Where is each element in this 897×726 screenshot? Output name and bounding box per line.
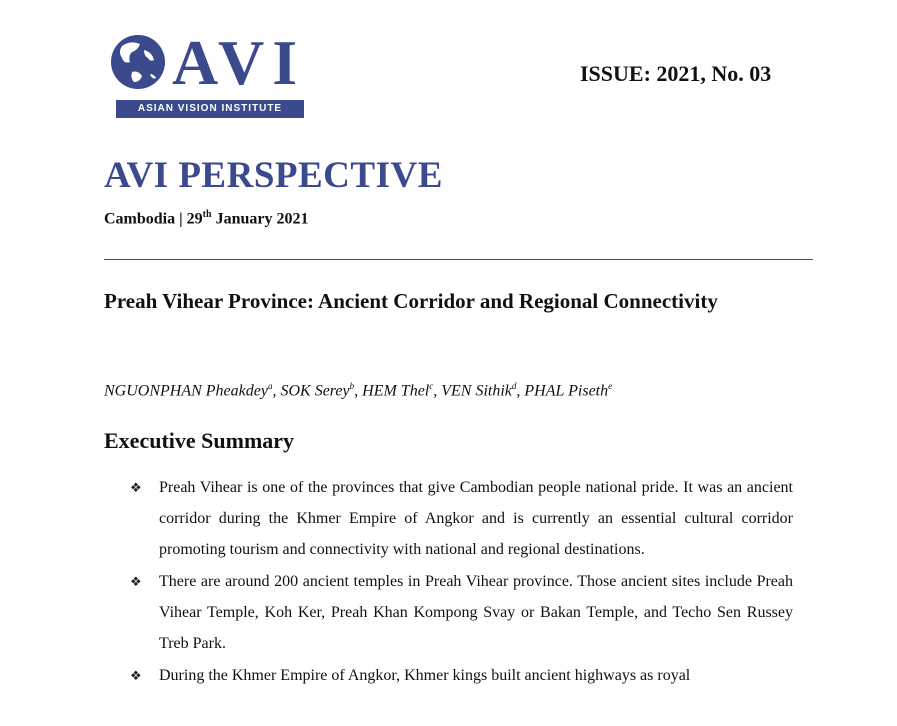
series-title: AVI PERSPECTIVE	[104, 155, 443, 196]
author-name: PHAL Piseth	[524, 382, 609, 400]
dateline-date: January 2021	[211, 210, 309, 228]
section-heading: Executive Summary	[104, 428, 295, 453]
dateline-place: Cambodia | 29	[104, 210, 203, 228]
logo-tagline: ASIAN VISION INSTITUTE	[116, 100, 304, 118]
list-item-text: During the Khmer Empire of Angkor, Khmer kings built ancient highways as royal	[159, 667, 691, 684]
author-affiliation: d	[511, 381, 517, 391]
author-list: NGUONPHAN Pheakdey$^a$, SOK Serey$^b$, HEM Thel$^c$, VEN Sithik$^d$, PHAL Piseth$^e$	[104, 381, 613, 400]
summary-list	[130, 472, 793, 692]
article-title: Preah Vihear Province: Ancient Corridor and Regional Connectivity	[104, 289, 718, 313]
logo-wordmark: AVI	[172, 27, 306, 98]
avi-logo	[110, 27, 310, 124]
dateline-ordinal: th	[202, 209, 212, 220]
diamond-bullet-icon: ❖	[130, 480, 142, 495]
list-item-text: Preah Vihear is one of the provinces that give Cambodian people national pride. It was an ancient corridor during the Khmer Empire of Angkor and is currently an essential cultural corridor promoting tourism and connectivity with national and regional destinations.	[159, 479, 793, 558]
diamond-bullet-icon: ❖	[130, 668, 142, 683]
author-name: NGUONPHAN Pheakdey	[104, 382, 268, 400]
author-name: HEM Thel	[362, 382, 430, 400]
author-affiliation: e	[608, 381, 613, 391]
author-affiliation: a	[267, 381, 273, 391]
list-item	[130, 472, 793, 565]
author-name: VEN Sithik	[441, 382, 512, 400]
dateline	[104, 209, 308, 228]
diamond-bullet-icon: ❖	[130, 574, 142, 589]
issue-number: ISSUE: 2021, No. 03	[580, 61, 772, 86]
author-affiliation: c	[429, 381, 434, 391]
author-name: SOK Serey	[280, 382, 350, 400]
author-affiliation: b	[349, 381, 355, 391]
list-item	[130, 566, 793, 659]
list-item-text: There are around 200 ancient temples in Preah Vihear province. Those ancient sites include Preah Vihear Temple, Koh Ker, Preah Khan Kompong Svay or Bakan Temple, and Techo Sen Russey Treb Park.	[159, 573, 793, 652]
list-item	[130, 660, 793, 691]
header-divider	[104, 259, 813, 260]
